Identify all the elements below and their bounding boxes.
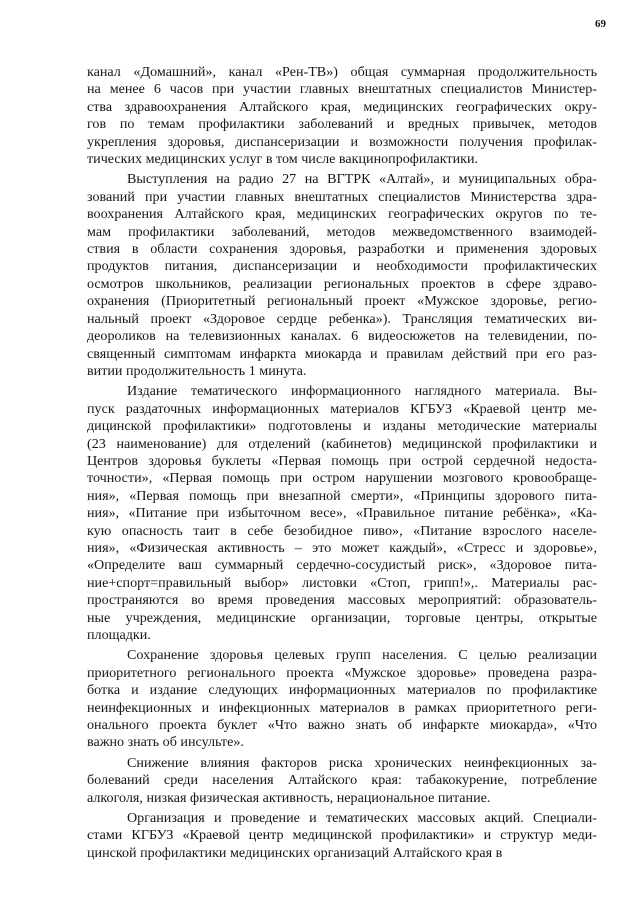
text-line: ботка и издание следующих информационных материалов по профилактике [87, 682, 597, 699]
text-line: «Определите ваш суммарный сердечно-сосудистый риск», «Здоровое пита- [87, 557, 597, 574]
text-line: укрепления здоровья, диспансеризации и возможности получения профилак- [87, 133, 597, 150]
text-line: (23 наименование) для отделений (кабинетов) медицинской профилактики и [87, 435, 597, 452]
text-line: дицинской профилактики» подготовлены и изданы методические материалы [87, 418, 597, 435]
text-line: охранения (Приоритетный региональный проект «Мужское здоровье, регио- [87, 293, 597, 310]
page-number: 69 [595, 18, 606, 30]
text-line: пространяются во время проведения массовых мероприятий: образователь- [87, 592, 597, 609]
text-line: Организация и проведение и тематических массовых акций. Специали- [127, 810, 597, 827]
text-line: Издание тематического информационного наглядного материала. Вы- [127, 383, 597, 400]
text-line: гов по темам профилактики заболеваний и вредных привычек, методов [87, 116, 597, 133]
text-line: продуктов питания, диспансеризации и необходимости профилактических [87, 258, 597, 275]
text-line: ствия в области сохранения здоровья, разработки и применения здоровых [87, 241, 597, 258]
text-line: Сохранение здоровья целевых групп населения. С целью реализации [127, 647, 597, 664]
text-line: Снижение влияния факторов риска хронических неинфекционных за- [127, 754, 597, 771]
text-line: ные учреждения, медицинские организации, торговые центры, открытые [87, 609, 597, 626]
text-line: болеваний среди населения Алтайского края: табакокурение, потребление [87, 772, 597, 789]
paragraph [87, 810, 597, 862]
text-line: неинфекционных и инфекционных материалов в рамках приоритетного реги- [87, 699, 597, 716]
text-line: деороликов на телевизионных каналах. 6 видеосюжетов на телевидении, по- [87, 328, 597, 345]
text-line: ства здравоохранения Алтайского края, медицинских географических окру- [87, 98, 597, 115]
text-line: важно знать об инсульте». [87, 734, 244, 751]
paragraph [87, 647, 597, 751]
text-line: на менее 6 часов при участии главных внештатных специалистов Министер- [87, 81, 597, 98]
text-line: зований при участии главных внештатных специалистов Министерства здра- [87, 188, 597, 205]
paragraph [87, 383, 597, 644]
text-line: приоритетного регионального проекта «Мужское здоровье» проведена разра- [87, 664, 597, 681]
text-line: священный симптомам инфаркта миокарда и правилам действий при его раз- [87, 345, 597, 362]
text-line: площадки. [87, 627, 151, 643]
text-line: осмотров школьников, реализации региональных проектов в сфере здраво- [87, 275, 597, 292]
text-line: ния», «Физическая активность – это может каждый», «Стресс и здоровье», [87, 539, 597, 556]
text-line: пуск раздаточных информационных материалов КГБУЗ «Краевой центр ме- [87, 400, 597, 417]
text-line: цинской профилактики медицинских организаций Алтайского края в [87, 844, 503, 861]
text-line: ния», «Первая помощь при внезапной смерти», «Принципы здорового пита- [87, 487, 597, 504]
text-line: ния», «Питание при избыточном весе», «Правильное питание ребёнка», «Ка- [87, 505, 597, 522]
text-line: Выступления на радио 27 на ВГТРК «Алтай», и муниципальных обра- [127, 171, 597, 188]
paragraph [87, 171, 597, 380]
text-line: алкоголя, низкая физическая активность, нерациональное питание. [87, 789, 491, 806]
paragraph [87, 755, 597, 807]
text-line: стами КГБУЗ «Краевой центр медицинской профилактики» и структур меди- [87, 827, 597, 844]
text-line: нальный проект «Здоровое сердце ребенка»). Трансляция тематических ви- [87, 310, 597, 327]
text-line: точности», «Первая помощь при остром нарушении мозгового кровообраще- [87, 470, 597, 487]
text-line: тических медицинских услуг в том числе вакцинопрофилактики. [87, 151, 479, 168]
text-line: ние+спорт=правильный выбор» листовки «Стоп, грипп!»,. Материалы рас- [87, 574, 597, 591]
text-line: витии продолжительность 1 минута. [87, 362, 307, 379]
text-line: онального проекта буклет «Что важно знать об инфаркте миокарда», «Что [87, 717, 597, 734]
text-line: канал «Домашний», канал «Рен-ТВ») общая суммарная продолжительность [87, 64, 597, 80]
text-line: кую опасность таит в себе безобидное пиво», «Питание взрослого населе- [87, 522, 597, 539]
paragraph [87, 64, 597, 168]
text-line: воохранения Алтайского края, медицинских географических округов по те- [87, 206, 597, 223]
text-line: Центров здоровья буклеты «Первая помощь при острой сердечной недоста- [87, 452, 597, 469]
document-body [87, 64, 597, 862]
text-line: мам профилактики заболеваний, методов межведомственного взаимодей- [87, 223, 597, 240]
